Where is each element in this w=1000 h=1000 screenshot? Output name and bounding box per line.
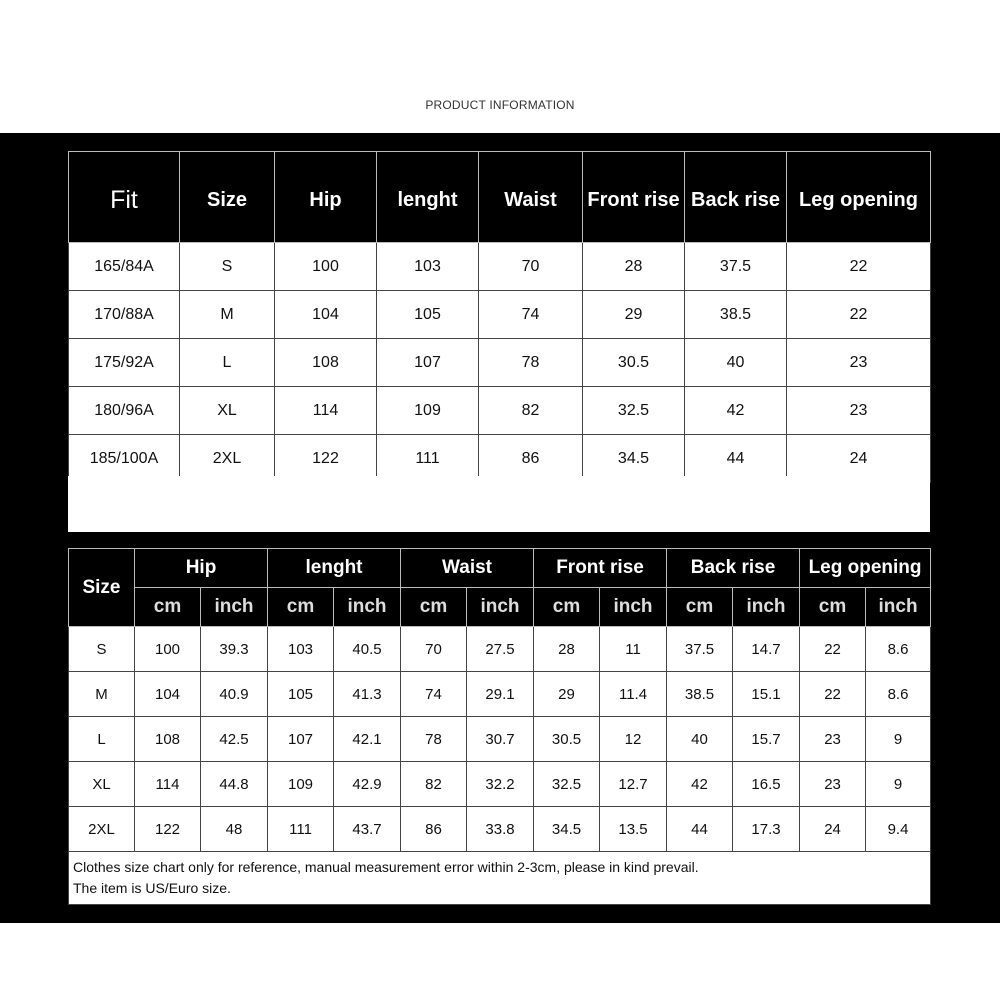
header-size: Size [180,152,275,243]
table-cell: 42 [685,387,787,435]
table-cell: 42.1 [334,717,401,762]
header-back-rise: Back rise [685,152,787,243]
table-cell: 180/96A [69,387,180,435]
table-cell: 27.5 [467,627,534,672]
header-length: lenght [377,152,479,243]
table-cell: 13.5 [600,807,667,852]
table-cell: 40.5 [334,627,401,672]
table-cell: 32.5 [583,387,685,435]
table-cell: 70 [401,627,467,672]
unit-inch: inch [201,588,268,627]
table-cell: 86 [479,435,583,483]
header-fit: Fit [69,152,180,243]
table-cell: 12.7 [600,762,667,807]
table-cell: 29 [583,291,685,339]
table-cell: 11.4 [600,672,667,717]
table-cell: 44 [667,807,733,852]
header-leg-opening: Leg opening [787,152,931,243]
unit-inch: inch [467,588,534,627]
table-cell: 74 [479,291,583,339]
table-cell: 22 [800,627,866,672]
table-cell: 170/88A [69,291,180,339]
group-header-leg-opening: Leg opening [800,549,931,588]
table-cell: 24 [800,807,866,852]
note-line-1: Clothes size chart only for reference, manual measurement error within 2-3cm, please in kind prevail. [73,859,699,875]
table-cell: 23 [800,762,866,807]
unit-cm: cm [667,588,733,627]
unit-inch: inch [600,588,667,627]
table-cell: 107 [377,339,479,387]
table-cell: 30.5 [534,717,600,762]
reference-note [69,852,931,905]
table-cell: 9.4 [866,807,931,852]
table-cell: XL [69,762,135,807]
table-row [69,717,931,762]
table-cell: M [69,672,135,717]
unit-inch: inch [334,588,401,627]
table-cell: 108 [135,717,201,762]
table-cell: 78 [479,339,583,387]
header-waist: Waist [479,152,583,243]
table-cell: S [69,627,135,672]
cm-inch-table-body [69,627,931,852]
table-row [69,627,931,672]
spacer-strip [68,476,930,532]
table-cell: 105 [268,672,334,717]
table-cell: 29.1 [467,672,534,717]
table-cell: 40 [685,339,787,387]
table-row [69,387,931,435]
table-cell: 9 [866,762,931,807]
table-cell: 109 [377,387,479,435]
table-cell: 33.8 [467,807,534,852]
table-cell: 28 [583,243,685,291]
group-header-waist: Waist [401,549,534,588]
table-cell: 17.3 [733,807,800,852]
table-row [69,339,931,387]
table-cell: 38.5 [685,291,787,339]
table-cell: 86 [401,807,467,852]
table-cell: 22 [800,672,866,717]
table-cell: 42.5 [201,717,268,762]
table-cell: 103 [268,627,334,672]
table-cell: 122 [275,435,377,483]
table-cell: 32.2 [467,762,534,807]
unit-cm: cm [135,588,201,627]
table-cell: 111 [377,435,479,483]
page-title: PRODUCT INFORMATION [425,98,575,112]
table-cell: 185/100A [69,435,180,483]
table-cell: 40 [667,717,733,762]
table-cell: 12 [600,717,667,762]
table-cell: 23 [787,339,931,387]
unit-cm: cm [401,588,467,627]
table-cell: 15.1 [733,672,800,717]
table-cell: 37.5 [667,627,733,672]
group-header-front-rise: Front rise [534,549,667,588]
table-cell: 23 [800,717,866,762]
table-row [69,243,931,291]
table-cell: 122 [135,807,201,852]
table-cell: 114 [275,387,377,435]
table-cell: 74 [401,672,467,717]
table-cell: 104 [135,672,201,717]
table-cell: 14.7 [733,627,800,672]
table-cell: 41.3 [334,672,401,717]
unit-cm: cm [268,588,334,627]
table-cell: 43.7 [334,807,401,852]
note-row [69,852,931,905]
table-cell: L [69,717,135,762]
table-cell: 16.5 [733,762,800,807]
table-row [69,807,931,852]
table-cell: 70 [479,243,583,291]
table-cell: 32.5 [534,762,600,807]
group-header-hip: Hip [135,549,268,588]
table-cell: 30.7 [467,717,534,762]
table-cell: 37.5 [685,243,787,291]
table-cell: 28 [534,627,600,672]
table-cell: 78 [401,717,467,762]
table-cell: 29 [534,672,600,717]
table-cell: 34.5 [583,435,685,483]
table-cell: XL [180,387,275,435]
table-cell: 34.5 [534,807,600,852]
table-cell: 175/92A [69,339,180,387]
table-cell: 105 [377,291,479,339]
table-cell: 23 [787,387,931,435]
table-cell: 100 [275,243,377,291]
unit-inch: inch [866,588,931,627]
table-cell: 11 [600,627,667,672]
fit-table-body [69,243,931,483]
table-cell: 22 [787,291,931,339]
header-hip: Hip [275,152,377,243]
table-cell: S [180,243,275,291]
header-size: Size [69,549,135,627]
table-cell: 109 [268,762,334,807]
table-cell: 100 [135,627,201,672]
group-header-row [69,549,931,588]
table-cell: 107 [268,717,334,762]
table-cell: 39.3 [201,627,268,672]
table-cell: 15.7 [733,717,800,762]
table-cell: 108 [275,339,377,387]
unit-header-row [69,588,931,627]
cm-inch-size-table [68,548,931,905]
table-cell: 44 [685,435,787,483]
table-cell: 2XL [180,435,275,483]
table-cell: 111 [268,807,334,852]
table-cell: L [180,339,275,387]
table-row [69,672,931,717]
table-cell: 8.6 [866,627,931,672]
note-line-2: The item is US/Euro size. [73,880,231,896]
table-cell: 8.6 [866,672,931,717]
table-cell: 24 [787,435,931,483]
table-cell: 9 [866,717,931,762]
unit-cm: cm [800,588,866,627]
table-cell: 103 [377,243,479,291]
table-cell: 38.5 [667,672,733,717]
fit-size-table [68,151,931,483]
unit-inch: inch [733,588,800,627]
fit-table-header-row [69,152,931,243]
table-row [69,291,931,339]
table-cell: 48 [201,807,268,852]
table-cell: 22 [787,243,931,291]
table-cell: 40.9 [201,672,268,717]
table-cell: 2XL [69,807,135,852]
unit-cm: cm [534,588,600,627]
table-cell: 42 [667,762,733,807]
table-cell: 30.5 [583,339,685,387]
table-cell: 165/84A [69,243,180,291]
table-cell: 42.9 [334,762,401,807]
table-cell: 114 [135,762,201,807]
table-cell: 104 [275,291,377,339]
group-header-length: lenght [268,549,401,588]
table-cell: 44.8 [201,762,268,807]
table-row [69,762,931,807]
group-header-back-rise: Back rise [667,549,800,588]
header-front-rise: Front rise [583,152,685,243]
table-cell: M [180,291,275,339]
table-cell: 82 [401,762,467,807]
table-cell: 82 [479,387,583,435]
